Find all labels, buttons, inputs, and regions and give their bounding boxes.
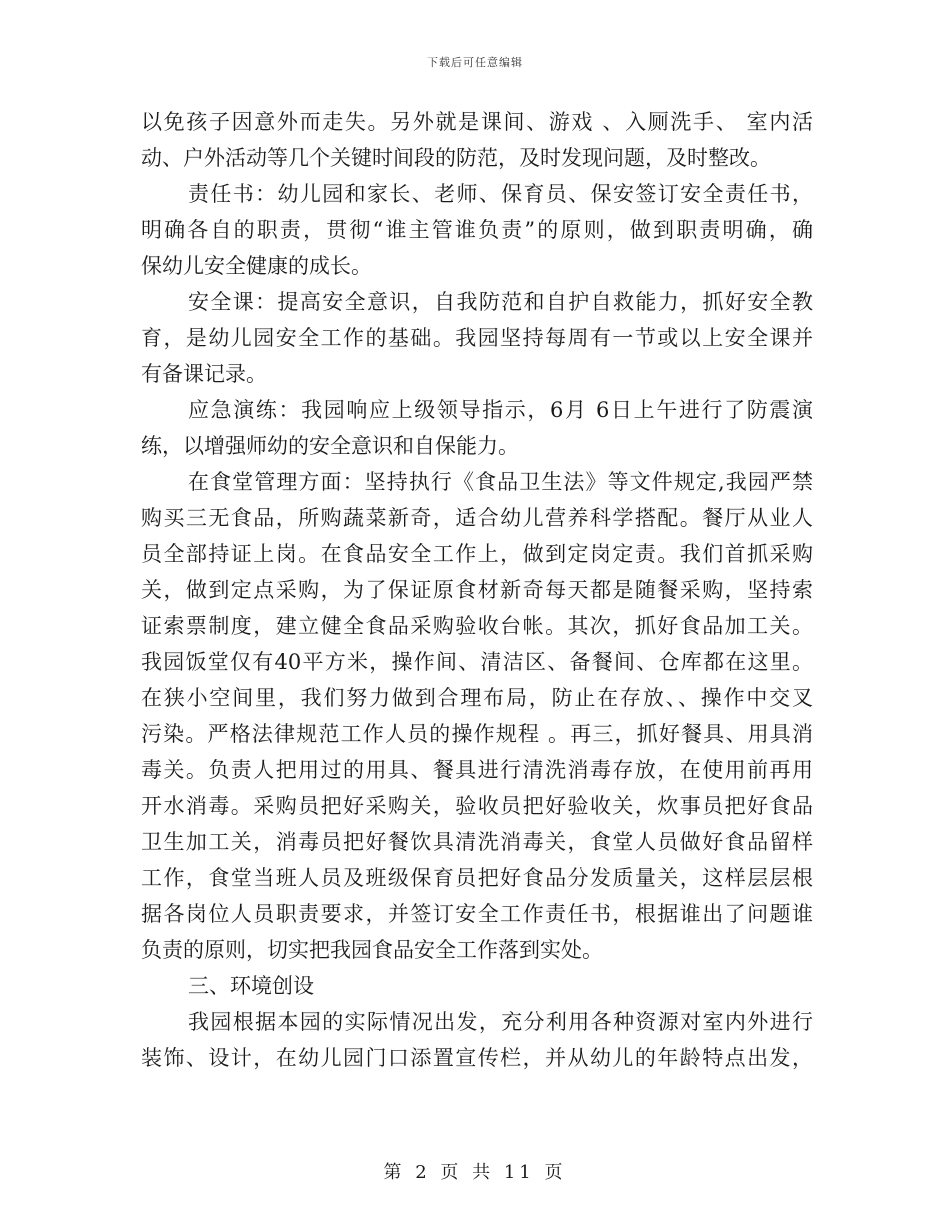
text-line: 卫生加工关，消毒员把好餐饮具清洗消毒关，食堂人员做好食品留样 bbox=[141, 830, 813, 854]
text-line: 三、环境创设 bbox=[188, 974, 314, 998]
text-line: 在狭小空间里，我们努力做到合理布局，防止在存放、、操作中交叉 bbox=[141, 686, 813, 710]
text-line: 保幼儿安全健康的成长。 bbox=[141, 254, 372, 278]
text-line: 育，是幼儿园安全工作的基础。我园坚持每周有一节或以上安全课并 bbox=[141, 326, 813, 350]
text-line: 有备课记录。 bbox=[141, 362, 267, 386]
text-line: 工作，食堂当班人员及班级保育员把好食品分发质量关，这样层层根 bbox=[141, 866, 813, 890]
text-line: 明确各自的职责，贯彻“谁主管谁负责”的原则，做到职责明确，确 bbox=[141, 218, 813, 242]
document-body bbox=[141, 104, 813, 1076]
text-line: 我园根据本园的实际情况出发，充分利用各种资源对室内外进行 bbox=[188, 1010, 813, 1034]
text-line: 装饰、设计，在幼儿园门口添置宣传栏，并从幼儿的年龄特点出发， bbox=[141, 1046, 813, 1070]
text-line: 负责的原则，切实把我园食品安全工作落到实处。 bbox=[141, 938, 603, 962]
text-line: 安全课：提高安全意识，自我防范和自护自救能力，抓好安全教 bbox=[188, 290, 813, 314]
text-line: 我园饭堂仅有40平方米，操作间、清洁区、备餐间、仓库都在这里。 bbox=[141, 650, 813, 674]
text-line: 责任书：幼儿园和家长、老师、保育员、保安签订安全责任书， bbox=[188, 182, 813, 206]
text-line: 购买三无食品，所购蔬菜新奇，适合幼儿营养科学搭配。餐厅从业人 bbox=[141, 506, 813, 530]
text-line: 毒关。负责人把用过的用具、餐具进行清洗消毒存放，在使用前再用 bbox=[141, 758, 813, 782]
text-line: 在食堂管理方面：坚持执行《食品卫生法》等文件规定,我园严禁 bbox=[188, 470, 813, 494]
text-line: 关，做到定点采购，为了保证原食材新奇每天都是随餐采购，坚持索 bbox=[141, 578, 813, 602]
page-header: 下载后可任意编辑 bbox=[427, 56, 523, 69]
text-line: 证索票制度，建立健全食品采购验收台帐。其次，抓好食品加工关。 bbox=[141, 614, 813, 638]
text-line: 应急演练：我园响应上级领导指示，6月 6日上午进行了防震演 bbox=[188, 398, 813, 422]
text-line: 员全部持证上岗。在食品安全工作上，做到定岗定责。我们首抓采购 bbox=[141, 542, 813, 566]
text-line: 以免孩子因意外而走失。另外就是课间、游戏 、入厕洗手、 室内活 bbox=[141, 110, 813, 134]
text-line: 开水消毒。采购员把好采购关，验收员把好验收关，炊事员把好食品 bbox=[141, 794, 813, 818]
page-number: 第 2 页 共 11 页 bbox=[383, 1162, 567, 1183]
text-line: 据各岗位人员职责要求，并签订安全工作责任书，根据谁出了问题谁 bbox=[141, 902, 813, 926]
text-line: 污染。严格法律规范工作人员的操作规程 。再三，抓好餐具、用具消 bbox=[141, 722, 813, 746]
text-line: 练，以增强师幼的安全意识和自保能力。 bbox=[141, 434, 519, 458]
text-line: 动、户外活动等几个关键时间段的防范，及时发现问题，及时整改。 bbox=[141, 146, 771, 170]
